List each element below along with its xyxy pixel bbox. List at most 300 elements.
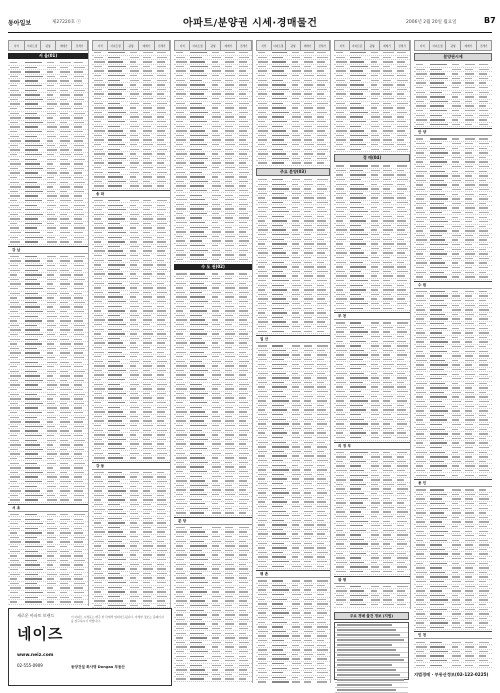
text-placeholder bbox=[383, 539, 393, 540]
text-placeholder bbox=[258, 312, 265, 313]
text-placeholder bbox=[176, 480, 188, 481]
text-placeholder bbox=[383, 331, 390, 332]
text-placeholder bbox=[130, 292, 139, 293]
text-placeholder bbox=[94, 121, 102, 122]
text-placeholder bbox=[190, 167, 206, 168]
text-placeholder bbox=[371, 525, 380, 526]
text-placeholder bbox=[350, 553, 366, 554]
text-placeholder bbox=[157, 149, 168, 150]
table-rows bbox=[334, 51, 410, 609]
text-placeholder bbox=[304, 289, 314, 290]
text-placeholder bbox=[272, 622, 288, 623]
text-placeholder bbox=[143, 241, 154, 242]
text-placeholder bbox=[350, 266, 366, 267]
text-placeholder bbox=[258, 608, 269, 609]
text-placeholder bbox=[130, 89, 138, 90]
text-placeholder bbox=[292, 179, 300, 180]
text-placeholder bbox=[336, 364, 343, 365]
text-placeholder bbox=[258, 428, 268, 429]
text-placeholder bbox=[225, 420, 234, 421]
text-placeholder bbox=[258, 211, 266, 212]
text-placeholder bbox=[190, 66, 208, 67]
text-placeholder bbox=[292, 107, 298, 108]
text-placeholder bbox=[397, 475, 407, 476]
text-placeholder bbox=[60, 537, 68, 538]
text-placeholder bbox=[47, 592, 55, 593]
text-placeholder bbox=[60, 256, 68, 257]
text-placeholder bbox=[350, 285, 363, 286]
text-placeholder bbox=[239, 439, 249, 440]
text-placeholder bbox=[350, 377, 368, 378]
text-placeholder bbox=[371, 377, 379, 378]
text-placeholder bbox=[371, 336, 380, 337]
text-placeholder bbox=[317, 585, 325, 586]
column-header: 전세가 bbox=[154, 41, 169, 51]
text-placeholder bbox=[383, 289, 394, 290]
text-placeholder bbox=[10, 574, 21, 575]
text-placeholder bbox=[350, 197, 366, 198]
text-placeholder bbox=[383, 266, 394, 267]
text-placeholder bbox=[258, 229, 269, 230]
text-placeholder bbox=[317, 649, 327, 650]
text-placeholder bbox=[212, 204, 220, 205]
text-placeholder bbox=[317, 98, 325, 99]
text-placeholder bbox=[272, 455, 288, 456]
text-placeholder bbox=[47, 398, 53, 399]
text-placeholder bbox=[190, 347, 208, 348]
text-placeholder bbox=[212, 476, 221, 477]
text-placeholder bbox=[108, 329, 121, 330]
text-placeholder bbox=[225, 443, 234, 444]
text-placeholder bbox=[272, 112, 289, 113]
text-placeholder bbox=[130, 135, 138, 136]
text-placeholder bbox=[212, 172, 221, 173]
text-placeholder bbox=[60, 149, 69, 150]
text-placeholder bbox=[25, 449, 43, 450]
text-placeholder bbox=[336, 207, 347, 208]
text-placeholder bbox=[430, 87, 446, 88]
text-placeholder bbox=[371, 400, 379, 401]
text-placeholder bbox=[383, 220, 394, 221]
text-placeholder bbox=[336, 308, 346, 309]
text-placeholder bbox=[397, 144, 406, 145]
text-placeholder bbox=[272, 594, 285, 595]
text-placeholder bbox=[416, 92, 426, 93]
text-placeholder bbox=[304, 345, 312, 346]
text-placeholder bbox=[272, 599, 288, 600]
text-placeholder bbox=[336, 139, 346, 140]
text-placeholder bbox=[383, 112, 390, 113]
text-placeholder bbox=[272, 158, 289, 159]
text-placeholder bbox=[225, 489, 234, 490]
text-placeholder bbox=[336, 275, 347, 276]
text-placeholder bbox=[94, 126, 104, 127]
text-placeholder bbox=[108, 402, 124, 403]
text-placeholder bbox=[304, 474, 312, 475]
text-placeholder bbox=[157, 591, 166, 592]
text-placeholder bbox=[94, 416, 103, 417]
text-placeholder bbox=[25, 241, 39, 242]
text-placeholder bbox=[130, 149, 139, 150]
text-placeholder bbox=[272, 271, 283, 272]
text-placeholder bbox=[190, 278, 208, 279]
text-placeholder bbox=[212, 259, 219, 260]
text-placeholder bbox=[130, 333, 137, 334]
text-placeholder bbox=[479, 92, 490, 93]
text-placeholder bbox=[157, 453, 168, 454]
text-placeholder bbox=[258, 414, 267, 415]
text-placeholder bbox=[190, 550, 202, 551]
text-placeholder bbox=[130, 527, 139, 528]
text-placeholder bbox=[272, 252, 286, 253]
price-column-4 bbox=[256, 40, 331, 683]
text-placeholder bbox=[258, 207, 269, 208]
text-placeholder bbox=[239, 407, 250, 408]
text-placeholder bbox=[60, 601, 71, 602]
text-placeholder bbox=[336, 103, 345, 104]
text-placeholder bbox=[74, 495, 84, 496]
text-placeholder bbox=[272, 89, 289, 90]
text-placeholder bbox=[47, 71, 53, 72]
text-placeholder bbox=[336, 452, 344, 453]
text-placeholder bbox=[225, 278, 232, 279]
text-placeholder bbox=[25, 546, 43, 547]
text-placeholder bbox=[397, 341, 406, 342]
text-placeholder bbox=[143, 126, 151, 127]
text-placeholder bbox=[94, 472, 105, 473]
text-placeholder bbox=[130, 269, 139, 270]
text-placeholder bbox=[47, 380, 55, 381]
text-placeholder bbox=[157, 98, 166, 99]
text-placeholder bbox=[74, 186, 82, 187]
text-placeholder bbox=[176, 503, 188, 504]
text-placeholder bbox=[239, 665, 250, 666]
text-placeholder bbox=[60, 67, 68, 68]
text-placeholder bbox=[108, 61, 123, 62]
text-placeholder bbox=[292, 423, 299, 424]
text-placeholder bbox=[60, 205, 68, 206]
text-placeholder bbox=[143, 214, 152, 215]
text-placeholder bbox=[304, 631, 313, 632]
text-placeholder bbox=[272, 497, 285, 498]
text-placeholder bbox=[304, 524, 314, 525]
text-placeholder bbox=[371, 488, 379, 489]
text-placeholder bbox=[350, 280, 368, 281]
text-placeholder bbox=[130, 430, 139, 431]
text-placeholder bbox=[25, 329, 40, 330]
text-placeholder bbox=[350, 432, 366, 433]
text-placeholder bbox=[292, 158, 299, 159]
text-placeholder bbox=[212, 633, 221, 634]
text-placeholder bbox=[304, 103, 312, 104]
text-placeholder bbox=[157, 89, 167, 90]
text-placeholder bbox=[292, 197, 299, 198]
text-placeholder bbox=[157, 273, 165, 274]
text-placeholder bbox=[336, 525, 346, 526]
text-placeholder bbox=[383, 595, 390, 596]
text-placeholder bbox=[292, 193, 301, 194]
text-placeholder bbox=[10, 103, 21, 104]
text-placeholder bbox=[258, 139, 268, 140]
text-placeholder bbox=[47, 476, 57, 477]
text-placeholder bbox=[130, 176, 136, 177]
text-placeholder bbox=[157, 218, 166, 219]
text-placeholder bbox=[130, 513, 138, 514]
text-placeholder bbox=[47, 597, 57, 598]
text-placeholder bbox=[397, 216, 404, 217]
text-placeholder bbox=[371, 350, 377, 351]
text-placeholder bbox=[239, 319, 247, 320]
text-placeholder bbox=[94, 486, 106, 487]
text-placeholder bbox=[25, 371, 37, 372]
text-placeholder bbox=[190, 315, 202, 316]
text-placeholder bbox=[176, 338, 186, 339]
text-placeholder bbox=[292, 645, 299, 646]
text-placeholder bbox=[60, 352, 70, 353]
text-placeholder bbox=[304, 262, 312, 263]
text-placeholder bbox=[239, 347, 249, 348]
text-placeholder bbox=[336, 80, 345, 81]
text-placeholder bbox=[292, 599, 299, 600]
text-placeholder bbox=[258, 631, 269, 632]
text-placeholder bbox=[176, 287, 184, 288]
text-placeholder bbox=[350, 543, 368, 544]
text-placeholder bbox=[239, 176, 247, 177]
text-placeholder bbox=[60, 223, 71, 224]
text-placeholder bbox=[74, 99, 84, 100]
text-placeholder bbox=[272, 432, 288, 433]
text-placeholder bbox=[176, 130, 188, 131]
text-placeholder bbox=[350, 498, 368, 499]
text-placeholder bbox=[143, 176, 153, 177]
text-placeholder bbox=[143, 430, 151, 431]
newspaper-name: 동아일보 bbox=[8, 18, 31, 27]
text-placeholder bbox=[225, 425, 236, 426]
text-placeholder bbox=[94, 605, 103, 606]
text-placeholder bbox=[60, 440, 68, 441]
text-placeholder bbox=[350, 271, 361, 272]
text-placeholder bbox=[383, 239, 392, 240]
text-placeholder bbox=[130, 384, 139, 385]
text-placeholder bbox=[272, 414, 283, 415]
text-placeholder bbox=[157, 139, 164, 140]
text-placeholder bbox=[176, 306, 187, 307]
text-placeholder bbox=[10, 99, 19, 100]
text-placeholder bbox=[190, 669, 205, 670]
text-placeholder bbox=[10, 172, 21, 173]
text-placeholder bbox=[176, 596, 186, 597]
text-placeholder bbox=[190, 420, 203, 421]
text-placeholder bbox=[292, 84, 298, 85]
text-placeholder bbox=[47, 417, 56, 418]
text-placeholder bbox=[225, 591, 236, 592]
text-placeholder bbox=[143, 162, 152, 163]
text-placeholder bbox=[130, 605, 138, 606]
text-placeholder bbox=[212, 181, 220, 182]
text-placeholder bbox=[317, 202, 327, 203]
text-placeholder bbox=[383, 590, 393, 591]
text-placeholder bbox=[272, 511, 286, 512]
text-placeholder bbox=[74, 348, 85, 349]
text-placeholder bbox=[25, 555, 42, 556]
text-placeholder bbox=[272, 188, 289, 189]
text-placeholder bbox=[350, 595, 368, 596]
text-placeholder bbox=[225, 374, 234, 375]
text-placeholder bbox=[60, 168, 67, 169]
table-rows bbox=[92, 51, 170, 683]
text-placeholder bbox=[304, 162, 312, 163]
text-placeholder bbox=[452, 69, 461, 70]
text-placeholder bbox=[176, 116, 187, 117]
text-placeholder bbox=[258, 432, 265, 433]
text-placeholder bbox=[304, 126, 312, 127]
text-placeholder bbox=[74, 306, 82, 307]
text-placeholder bbox=[143, 577, 153, 578]
text-placeholder bbox=[371, 557, 379, 558]
text-placeholder bbox=[225, 222, 235, 223]
text-placeholder bbox=[47, 519, 53, 520]
text-placeholder bbox=[350, 400, 368, 401]
text-placeholder bbox=[94, 296, 106, 297]
text-placeholder bbox=[317, 506, 327, 507]
page-title: 아파트/분양권 시세·경매물건 bbox=[183, 14, 317, 29]
text-placeholder bbox=[304, 649, 312, 650]
text-placeholder bbox=[190, 126, 202, 127]
text-placeholder bbox=[350, 391, 361, 392]
text-placeholder bbox=[10, 458, 18, 459]
text-placeholder bbox=[74, 117, 82, 118]
text-placeholder bbox=[383, 391, 391, 392]
text-placeholder bbox=[190, 646, 205, 647]
text-placeholder bbox=[108, 80, 120, 81]
text-placeholder bbox=[60, 569, 67, 570]
text-placeholder bbox=[292, 321, 298, 322]
text-placeholder bbox=[60, 288, 67, 289]
text-placeholder bbox=[292, 631, 298, 632]
text-placeholder bbox=[292, 52, 299, 53]
text-placeholder bbox=[25, 426, 43, 427]
text-placeholder bbox=[10, 398, 22, 399]
text-placeholder bbox=[397, 386, 406, 387]
text-placeholder bbox=[317, 103, 327, 104]
text-placeholder bbox=[157, 527, 168, 528]
text-placeholder bbox=[130, 310, 137, 311]
text-placeholder bbox=[350, 475, 368, 476]
text-placeholder bbox=[258, 533, 269, 534]
text-placeholder bbox=[304, 608, 313, 609]
text-placeholder bbox=[108, 278, 126, 279]
text-placeholder bbox=[74, 200, 83, 201]
text-placeholder bbox=[350, 308, 363, 309]
text-placeholder bbox=[25, 403, 43, 404]
text-placeholder bbox=[212, 319, 218, 320]
text-placeholder bbox=[25, 131, 42, 132]
text-placeholder bbox=[272, 469, 289, 470]
text-placeholder bbox=[47, 131, 54, 132]
text-placeholder bbox=[94, 324, 103, 325]
text-placeholder bbox=[94, 388, 106, 389]
text-placeholder bbox=[397, 52, 406, 53]
text-placeholder bbox=[94, 269, 104, 270]
text-placeholder bbox=[371, 252, 377, 253]
text-placeholder bbox=[212, 296, 218, 297]
text-placeholder bbox=[130, 324, 138, 325]
text-placeholder bbox=[25, 200, 42, 201]
text-placeholder bbox=[74, 592, 84, 593]
text-placeholder bbox=[25, 320, 42, 321]
text-placeholder bbox=[350, 165, 368, 166]
text-placeholder bbox=[10, 476, 21, 477]
text-placeholder bbox=[157, 577, 165, 578]
text-placeholder bbox=[317, 135, 326, 136]
text-placeholder bbox=[350, 322, 361, 323]
text-placeholder bbox=[350, 354, 368, 355]
text-placeholder bbox=[74, 430, 81, 431]
text-placeholder bbox=[225, 397, 234, 398]
text-placeholder bbox=[292, 603, 300, 604]
text-placeholder bbox=[272, 391, 283, 392]
text-placeholder bbox=[258, 243, 265, 244]
text-placeholder bbox=[239, 541, 246, 542]
text-placeholder bbox=[25, 177, 42, 178]
text-placeholder bbox=[397, 590, 405, 591]
text-placeholder bbox=[108, 176, 123, 177]
text-placeholder bbox=[130, 237, 139, 238]
text-placeholder bbox=[383, 534, 391, 535]
text-placeholder bbox=[10, 241, 21, 242]
text-placeholder bbox=[190, 333, 206, 334]
text-placeholder bbox=[60, 279, 68, 280]
text-placeholder bbox=[130, 361, 139, 362]
price-table bbox=[174, 40, 252, 51]
text-placeholder bbox=[317, 663, 324, 664]
text-placeholder bbox=[397, 170, 404, 171]
text-placeholder bbox=[397, 298, 405, 299]
text-placeholder bbox=[304, 130, 313, 131]
text-placeholder bbox=[272, 70, 285, 71]
text-placeholder bbox=[272, 243, 288, 244]
text-placeholder bbox=[239, 84, 247, 85]
text-placeholder bbox=[304, 497, 312, 498]
text-placeholder bbox=[239, 508, 249, 509]
text-placeholder bbox=[157, 306, 164, 307]
text-placeholder bbox=[212, 250, 220, 251]
text-placeholder bbox=[60, 218, 69, 219]
text-placeholder bbox=[397, 121, 406, 122]
text-placeholder bbox=[292, 432, 299, 433]
text-placeholder bbox=[94, 250, 106, 251]
text-placeholder bbox=[60, 241, 69, 242]
text-placeholder bbox=[47, 343, 54, 344]
text-placeholder bbox=[317, 400, 326, 401]
text-placeholder bbox=[317, 377, 326, 378]
text-placeholder bbox=[74, 362, 81, 363]
text-placeholder bbox=[383, 488, 391, 489]
text-placeholder bbox=[317, 121, 325, 122]
text-placeholder bbox=[176, 420, 187, 421]
text-placeholder bbox=[225, 158, 232, 159]
text-placeholder bbox=[60, 458, 71, 459]
text-placeholder bbox=[292, 547, 299, 548]
text-placeholder bbox=[397, 103, 408, 104]
text-placeholder bbox=[212, 420, 221, 421]
text-placeholder bbox=[225, 80, 233, 81]
text-placeholder bbox=[272, 121, 288, 122]
text-placeholder bbox=[383, 386, 394, 387]
text-placeholder bbox=[94, 457, 106, 458]
text-placeholder bbox=[383, 470, 393, 471]
text-placeholder bbox=[74, 440, 85, 441]
